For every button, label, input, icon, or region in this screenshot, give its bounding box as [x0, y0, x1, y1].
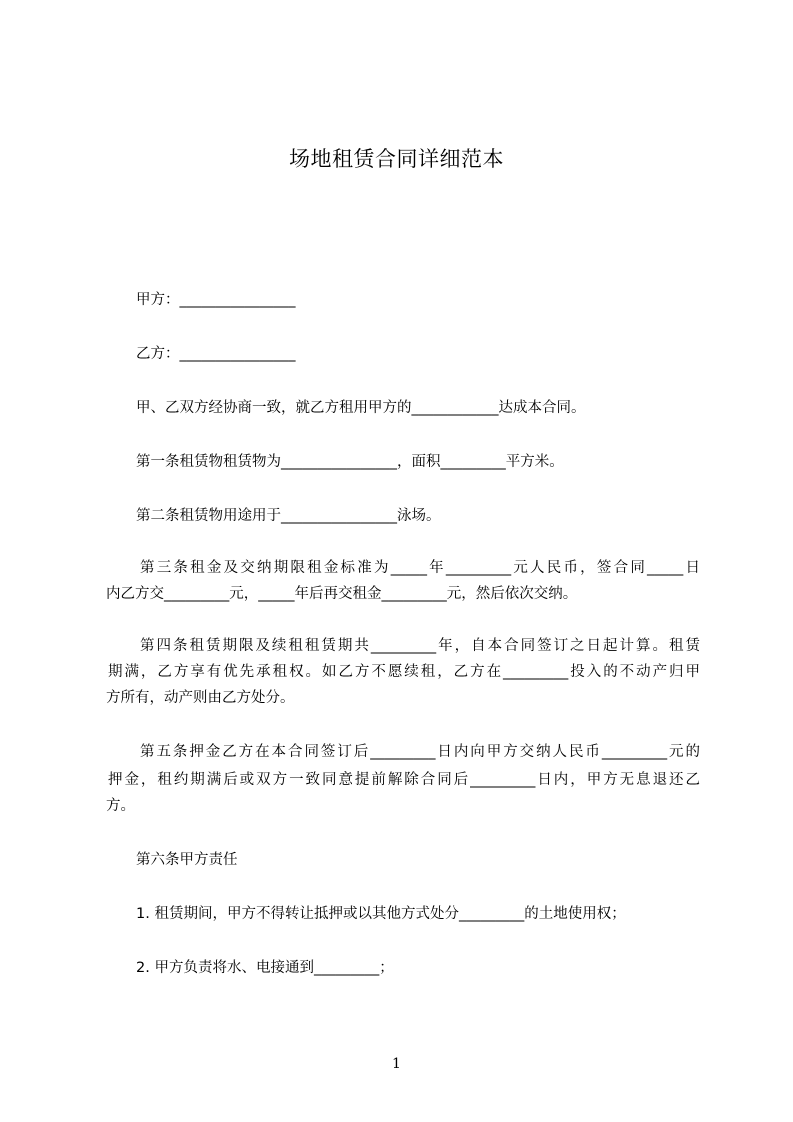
page-number: 1 [392, 1056, 401, 1072]
article-6-item-2: 2. 甲方负责将水、电接通到_________； [136, 960, 394, 976]
article-5-line-1: 第五条押金乙方在本合同签订后_________日内向甲方交纳人民币_________元的 [140, 744, 700, 760]
article-5-line-3: 方。 [106, 798, 135, 814]
article-4-line-1: 第四条租赁期限及续租租赁期共_________年，自本合同签订之日起计算。租赁 [140, 638, 700, 654]
article-4-line-2: 期满，乙方享有优先承租权。如乙方不愿续租，乙方在_________投入的不动产归甲 [108, 664, 700, 680]
article-3-line-2: 内乙方交_________元，_____年后再交租金_________元，然后依次交纳。 [106, 586, 578, 602]
article-5-line-2: 押金，租约期满后或双方一致同意提前解除合同后_________日内，甲方无息退还乙 [108, 772, 700, 788]
article-1: 第一条租赁物租赁物为________________，面积_________平方米。 [136, 454, 564, 470]
document-title: 场地租赁合同详细范本 [289, 147, 504, 171]
article-4-line-3: 方所有，动产则由乙方处分。 [106, 690, 295, 706]
article-6-item-1: 1. 租赁期间，甲方不得转让抵押或以其他方式处分_________的土地使用权； [136, 906, 626, 922]
intro-paragraph: 甲、乙双方经协商一致，就乙方租用甲方的____________达成本合同。 [136, 400, 586, 416]
party-a-line: 甲方：________________ [136, 292, 296, 308]
article-3-line-1: 第三条租金及交纳期限租金标准为_____年_________元人民币，签合同_____日 [140, 560, 700, 576]
party-b-line: 乙方：________________ [136, 346, 296, 362]
article-2: 第二条租赁物用途用于________________泳场。 [136, 508, 441, 524]
article-6-heading: 第六条甲方责任 [136, 852, 238, 868]
